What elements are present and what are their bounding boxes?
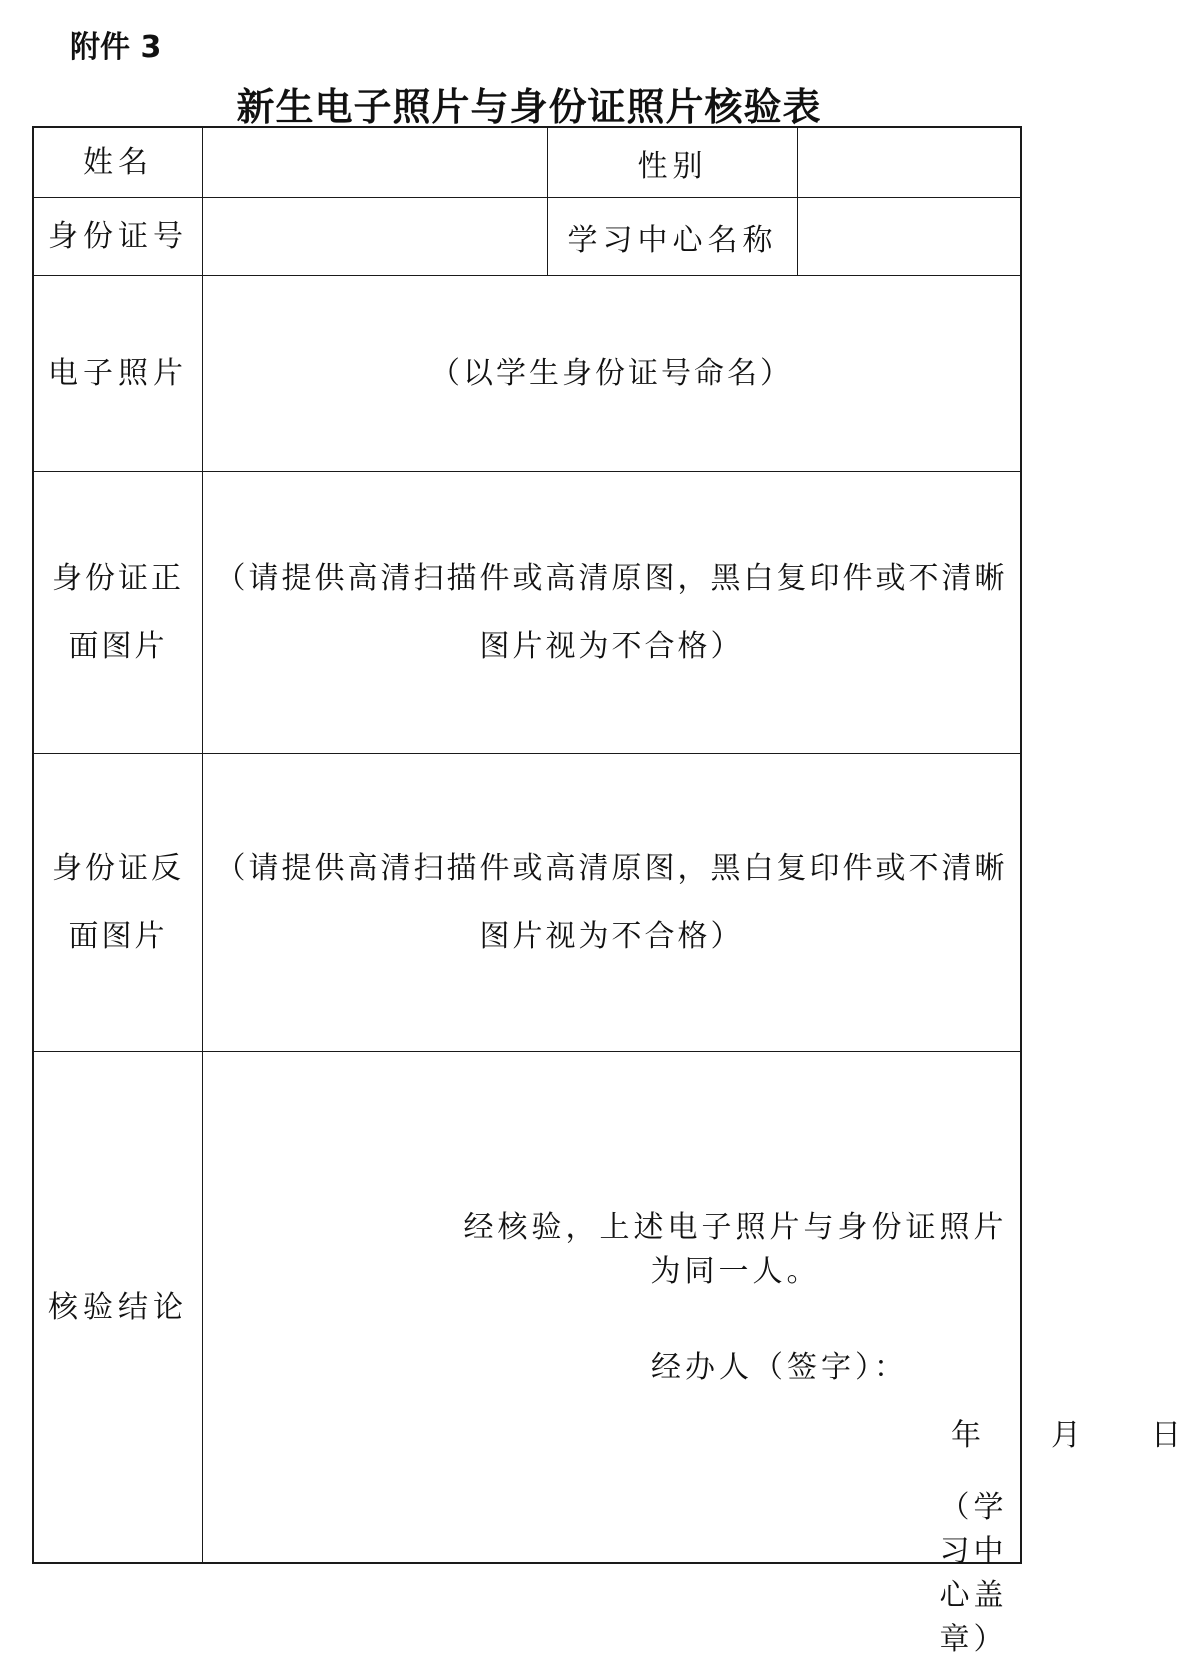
page-title: 新生电子照片与身份证照片核验表 — [236, 84, 822, 129]
name-field[interactable] — [203, 128, 548, 197]
attachment-label: 附件 3 — [70, 30, 162, 65]
conclusion-label: 核验结论 — [34, 1052, 203, 1564]
table-row-conclusion — [34, 1052, 1186, 1657]
table-row-id-center — [34, 198, 1020, 276]
id-front-label-line2: 面图片 — [68, 628, 168, 664]
id-back-label-line1: 身份证反 — [52, 850, 184, 886]
verification-form-table — [32, 126, 1186, 1657]
conclusion-statement: 经核验，上述电子照片与身份证照片为同一人。 — [463, 1210, 1008, 1289]
table-row-name-gender — [34, 128, 1020, 198]
table-row-id-front — [34, 472, 1020, 754]
learning-center-label: 学习中心名称 — [548, 198, 798, 275]
gender-label: 性别 — [548, 128, 798, 197]
date-day: 日 — [1151, 1418, 1186, 1453]
table-row-electronic-photo — [34, 276, 1020, 472]
name-label: 姓名 — [34, 128, 203, 197]
conclusion-area[interactable] — [203, 1052, 1186, 1657]
date-year: 年 — [951, 1418, 986, 1453]
table-row-id-back — [34, 754, 1020, 1052]
electronic-photo-area[interactable] — [203, 276, 1020, 471]
learning-center-field[interactable] — [798, 198, 1020, 275]
gender-field[interactable] — [798, 128, 1020, 197]
id-front-hint-line2: 图片视为不合格） — [479, 628, 744, 664]
signer-signature-line[interactable]: 经办人（签字）： — [651, 1350, 908, 1385]
id-number-label: 身份证号 — [34, 198, 203, 275]
id-front-label-line1: 身份证正 — [52, 560, 184, 596]
electronic-photo-label: 电子照片 — [34, 276, 203, 471]
id-front-hint-line1: （请提供高清扫描件或高清原图，黑白复印件或不清晰 — [215, 560, 1008, 596]
id-back-hint-line1: （请提供高清扫描件或高清原图，黑白复印件或不清晰 — [215, 850, 1008, 886]
id-front-photo-area[interactable] — [203, 472, 1020, 753]
id-back-photo-area[interactable] — [203, 754, 1020, 1051]
date-month: 月 — [1051, 1418, 1086, 1453]
electronic-photo-hint: （以学生身份证号命名） — [430, 355, 793, 391]
id-back-label — [34, 754, 203, 1051]
id-back-hint-line2: 图片视为不合格） — [479, 918, 744, 954]
id-number-field[interactable] — [203, 198, 548, 275]
learning-center-seal-note: （学习中心盖章） — [939, 1490, 1008, 1657]
id-front-label — [34, 472, 203, 753]
id-back-label-line2: 面图片 — [68, 918, 168, 954]
